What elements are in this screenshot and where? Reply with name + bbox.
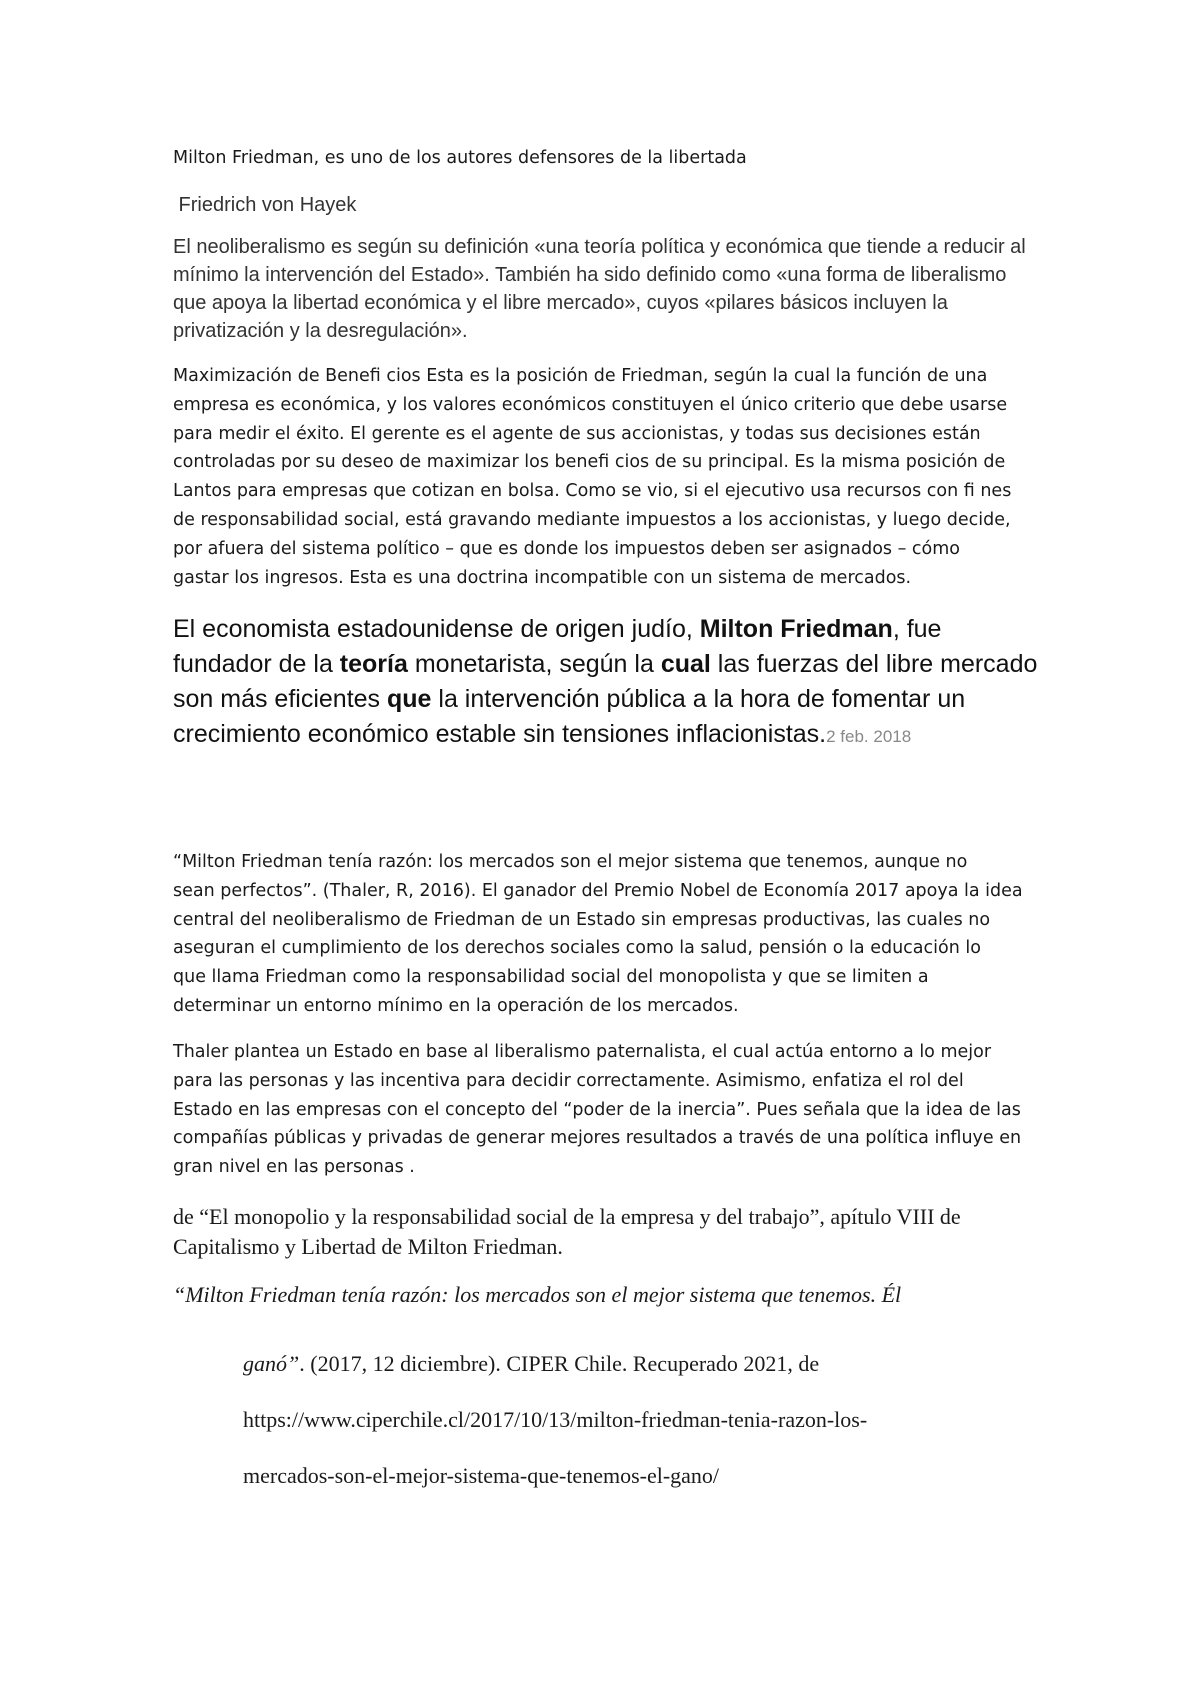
economista-date: 2 feb. 2018 bbox=[826, 727, 912, 746]
economista-text: las fuerzas del libre mercado son más eficientes bbox=[173, 650, 1038, 713]
reference-url-line[interactable]: https://www.ciperchile.cl/2017/10/13/milton-friedman-tenia-razon-los- bbox=[243, 1407, 868, 1432]
reference-title: “Milton Friedman tenía razón: los mercados son el mejor sistema que tenemos. Él bbox=[173, 1282, 902, 1307]
reference-title-end: ganó” bbox=[243, 1351, 300, 1376]
paragraph-line: determinar un entorno mínimo en la operación de los mercados. bbox=[173, 995, 739, 1016]
paragraph-line: Lantos para empresas que cotizan en bolsa. Como se vio, si el ejecutivo usa recursos con fi nes bbox=[173, 481, 1012, 502]
reference-details: . (2017, 12 diciembre). CIPER Chile. Recuperado 2021, de bbox=[299, 1351, 820, 1376]
paragraph-line: para las personas y las incentiva para decidir correctamente. Asimismo, enfatiza el rol del bbox=[173, 1070, 964, 1091]
economista-text: la intervención pública a la hora de fomentar un crecimiento económico estable sin tensiones inflacionistas. bbox=[173, 685, 966, 748]
paragraph-line: controladas por su deseo de maximizar los benefi cios de su principal. Es la misma posición de bbox=[173, 452, 1006, 473]
paragraph-line: de responsabilidad social, está gravando mediante impuestos a los accionistas, y luego decide, bbox=[173, 509, 1011, 530]
paragraph-line: sean perfectos”. (Thaler, R, 2016). El ganador del Premio Nobel de Economía 2017 apoya la idea bbox=[173, 880, 1023, 901]
paragraph-line: para medir el éxito. El gerente es el agente de sus accionistas, y todas sus decisiones están bbox=[173, 423, 981, 444]
paragraph-line: compañías públicas y privadas de generar mejores resultados a través de una política influye en bbox=[173, 1128, 1022, 1149]
economista-text: El economista estadounidense de origen judío, bbox=[173, 615, 700, 643]
maximizacion-paragraph bbox=[173, 362, 1043, 592]
hayek-line: Friedrich von Hayek bbox=[173, 194, 357, 216]
economista-bold: que bbox=[387, 685, 432, 713]
economista-bold: Milton Friedman bbox=[699, 615, 893, 643]
neoliberalismo-paragraph: El neoliberalismo es según su definición «una teoría política y económica que tiende a reducir al mínimo la intervención del Estado». También ha sido definido como «una forma de liberalismo que apoya la libertad económica y el libre mercado», cuyos «pilares básicos incluyen la privatización y la desregulación». bbox=[173, 236, 1026, 342]
economista-text: , fue fundador de la bbox=[173, 615, 942, 678]
reference-url-line[interactable]: mercados-son-el-mejor-sistema-que-tenemos-el-gano/ bbox=[243, 1463, 720, 1488]
economista-bold: teoría bbox=[339, 650, 408, 678]
economista-text: monetarista, según la bbox=[407, 650, 661, 678]
paragraph-line: Maximización de Benefi cios Esta es la posición de Friedman, según la cual la función de una bbox=[173, 366, 988, 386]
thaler-paragraph bbox=[173, 1038, 1043, 1182]
reference-line bbox=[243, 1336, 1043, 1392]
paragraph-line: central del neoliberalismo de Friedman de un Estado sin empresas productivas, las cuales no bbox=[173, 909, 991, 930]
paragraph-line: Estado en las empresas con el concepto del “poder de la inercia”. Pues señala que la idea de las bbox=[173, 1099, 1021, 1120]
paragraph-line: por afuera del sistema político – que es donde los impuestos deben ser asignados – cómo bbox=[173, 538, 960, 559]
economista-paragraph bbox=[173, 612, 1043, 754]
thaler-quote-paragraph bbox=[173, 848, 1043, 1021]
source-citation: de “El monopolio y la responsabilidad social de la empresa y del trabajo”, apítulo VIII de Capitalismo y Libertad de Milton Friedman. bbox=[173, 1204, 961, 1259]
paragraph-line: “Milton Friedman tenía razón: los mercados son el mejor sistema que tenemos, aunque no bbox=[173, 852, 968, 872]
paragraph-line: aseguran el cumplimiento de los derechos sociales como la salud, pensión o la educación lo bbox=[173, 938, 981, 959]
paragraph-line: gran nivel en las personas . bbox=[173, 1157, 415, 1178]
paragraph-line: que llama Friedman como la responsabilidad social del monopolista y que se limiten a bbox=[173, 967, 929, 988]
paragraph-line: Thaler plantea un Estado en base al liberalismo paternalista, el cual actúa entorno a lo mejor bbox=[173, 1042, 992, 1062]
paragraph-line: empresa es económica, y los valores económicos constituyen el único criterio que debe usarse bbox=[173, 394, 1008, 415]
intro-line: Milton Friedman, es uno de los autores defensores de la libertada bbox=[173, 148, 747, 168]
reference-body bbox=[243, 1336, 1043, 1504]
paragraph-line: gastar los ingresos. Esta es una doctrina incompatible con un sistema de mercados. bbox=[173, 567, 912, 588]
economista-bold: cual bbox=[660, 650, 711, 678]
